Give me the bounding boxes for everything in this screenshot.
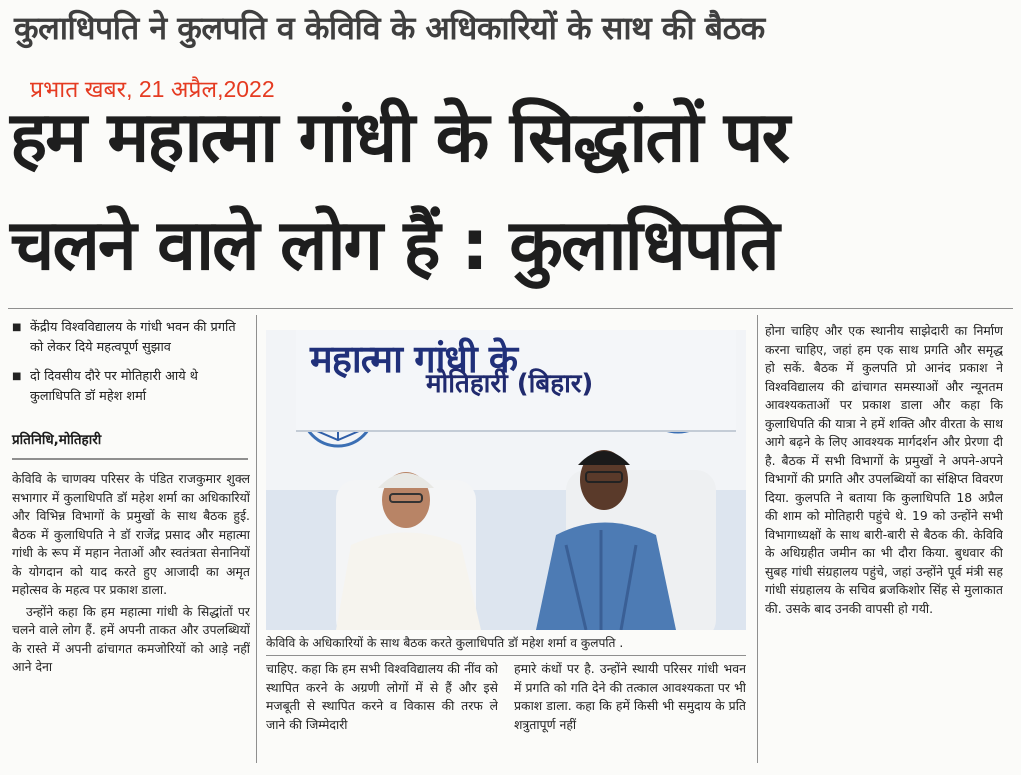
highlight-list: [12, 318, 252, 416]
article-column-3: हमारे कंधों पर है. उन्होंने स्थायी परिसर गांधी भवन में प्रगति को गति देने की तत्काल आवश्यकता पर भी प्रकाश डाला. कहा कि हमें किसी भी समुदाय के प्रति शत्रुतापूर्ण नहीं: [514, 661, 746, 732]
byline: प्रतिनिधि,मोतिहारी: [12, 432, 102, 448]
main-headline-line-2: चलने वाले लोग हैं : कुलाधिपति: [10, 204, 778, 286]
banner-city: मोतिहारी (बिहार): [426, 369, 594, 399]
banner-backdrop: [296, 330, 736, 432]
meeting-photo: [266, 330, 746, 630]
column-rule: [266, 655, 746, 656]
column-rule: [256, 315, 257, 763]
highlight-item: ■ दो दिवसीय दौरे पर मोतिहारी आये थे कुलाधिपति डॉ महेश शर्मा: [12, 367, 252, 407]
kicker-headline: कुलाधिपति ने कुलपति व केविवि के अधिकारियों के साथ की बैठक: [14, 9, 765, 47]
main-headline-line-1: हम महात्मा गांधी के सिद्धांतों पर: [10, 96, 789, 178]
article-paragraph: उन्होंने कहा कि हम महात्मा गांधी के सिद्धांतों पर चलने वाले लोग हैं. हमें अपनी ताकत और उपलब्धियों के रास्ते में अपनी ढांचागत कमजोरियों को आड़े नहीं आने देना: [12, 603, 250, 674]
column-rule: [12, 458, 248, 460]
photo-caption: केविवि के अधिकारियों के साथ बैठक करते कुलाधिपति डॉ महेश शर्मा व कुलपति .: [266, 636, 624, 650]
highlight-item: ■ केंद्रीय विश्वविद्यालय के गांधी भवन की प्रगति को लेकर दिये महत्वपूर्ण सुझाव: [12, 318, 252, 358]
article-paragraph: केविवि के चाणक्य परिसर के पंडित राजकुमार शुक्ल सभागार में कुलाधिपति डॉ महेश शर्मा का अधिकारियों और विभिन्न विभागों के प्रमुखों के साथ बैठक हुई. बैठक में कुलाधिपति ने डॉ राजेंद्र प्रसाद और महात्मा गांधी के रूप में महान नेताओं और स्वतंत्रता सेनानियों के योगदान को याद करते हुए आजादी का अमृत महोत्सव के महत्व पर प्रकाश डाला.: [12, 471, 250, 597]
column-rule: [757, 315, 758, 763]
banner-text: महात्मा गांधी के: [310, 337, 518, 381]
source-dateline: प्रभात खबर, 21 अप्रैल,2022: [30, 76, 275, 102]
article-column-1: [12, 470, 250, 760]
column-rule: [8, 308, 1013, 309]
article-column-4: होना चाहिए और एक स्थानीय साझेदारी का निर्माण करना चाहिए, जहां हम एक साथ प्रगति और समृद्ध हो सकें. बैठक में कुलपति प्रो आनंद प्रकाश ने विश्वविद्यालय की ढांचागत समस्याओं और न्यूनतम आवश्यकताओं पर प्रकाश डाला और कहा कि कुलाधिपति की यात्रा ने हमें शक्ति और वीरता के साथ आगे बढ़ने के लिए आवश्यक मार्गदर्शन और प्रेरणा दी है. बैठक में सभी विभागों के प्रमुखों ने अपने-अपने विभागों की प्रगति और उपलब्धियों का संक्षिप्त विवरण दिया. कुलपति ने बताया कि कुलाधिपति 18 अप्रैल की शाम को मोतिहारी पहुंचे थे. 19 को उन्होंने सभी विभागाध्यक्षों के साथ बारी-बारी से बैठक की. केविवि के अधिग्रहीत जमीन का भी दौरा किया. बुधवार की सुबह गांधी संग्रहालय पहुंचे, जहां उन्होंने पूर्व मंत्री सह गांधी संग्रहालय के सचिव ब्रजकिशोर सिंह से मुलाकात की. उसके बाद उनकी वापसी हो गयी.: [765, 323, 1003, 616]
article-column-2: चाहिए. कहा कि हम सभी विश्वविद्यालय की नींव को स्थापित करने के अग्रणी लोगों में से हैं और इसे मजबूती से स्थापित करने व विकास की तरफ ले जाने की जिम्मेदारी: [266, 661, 498, 732]
